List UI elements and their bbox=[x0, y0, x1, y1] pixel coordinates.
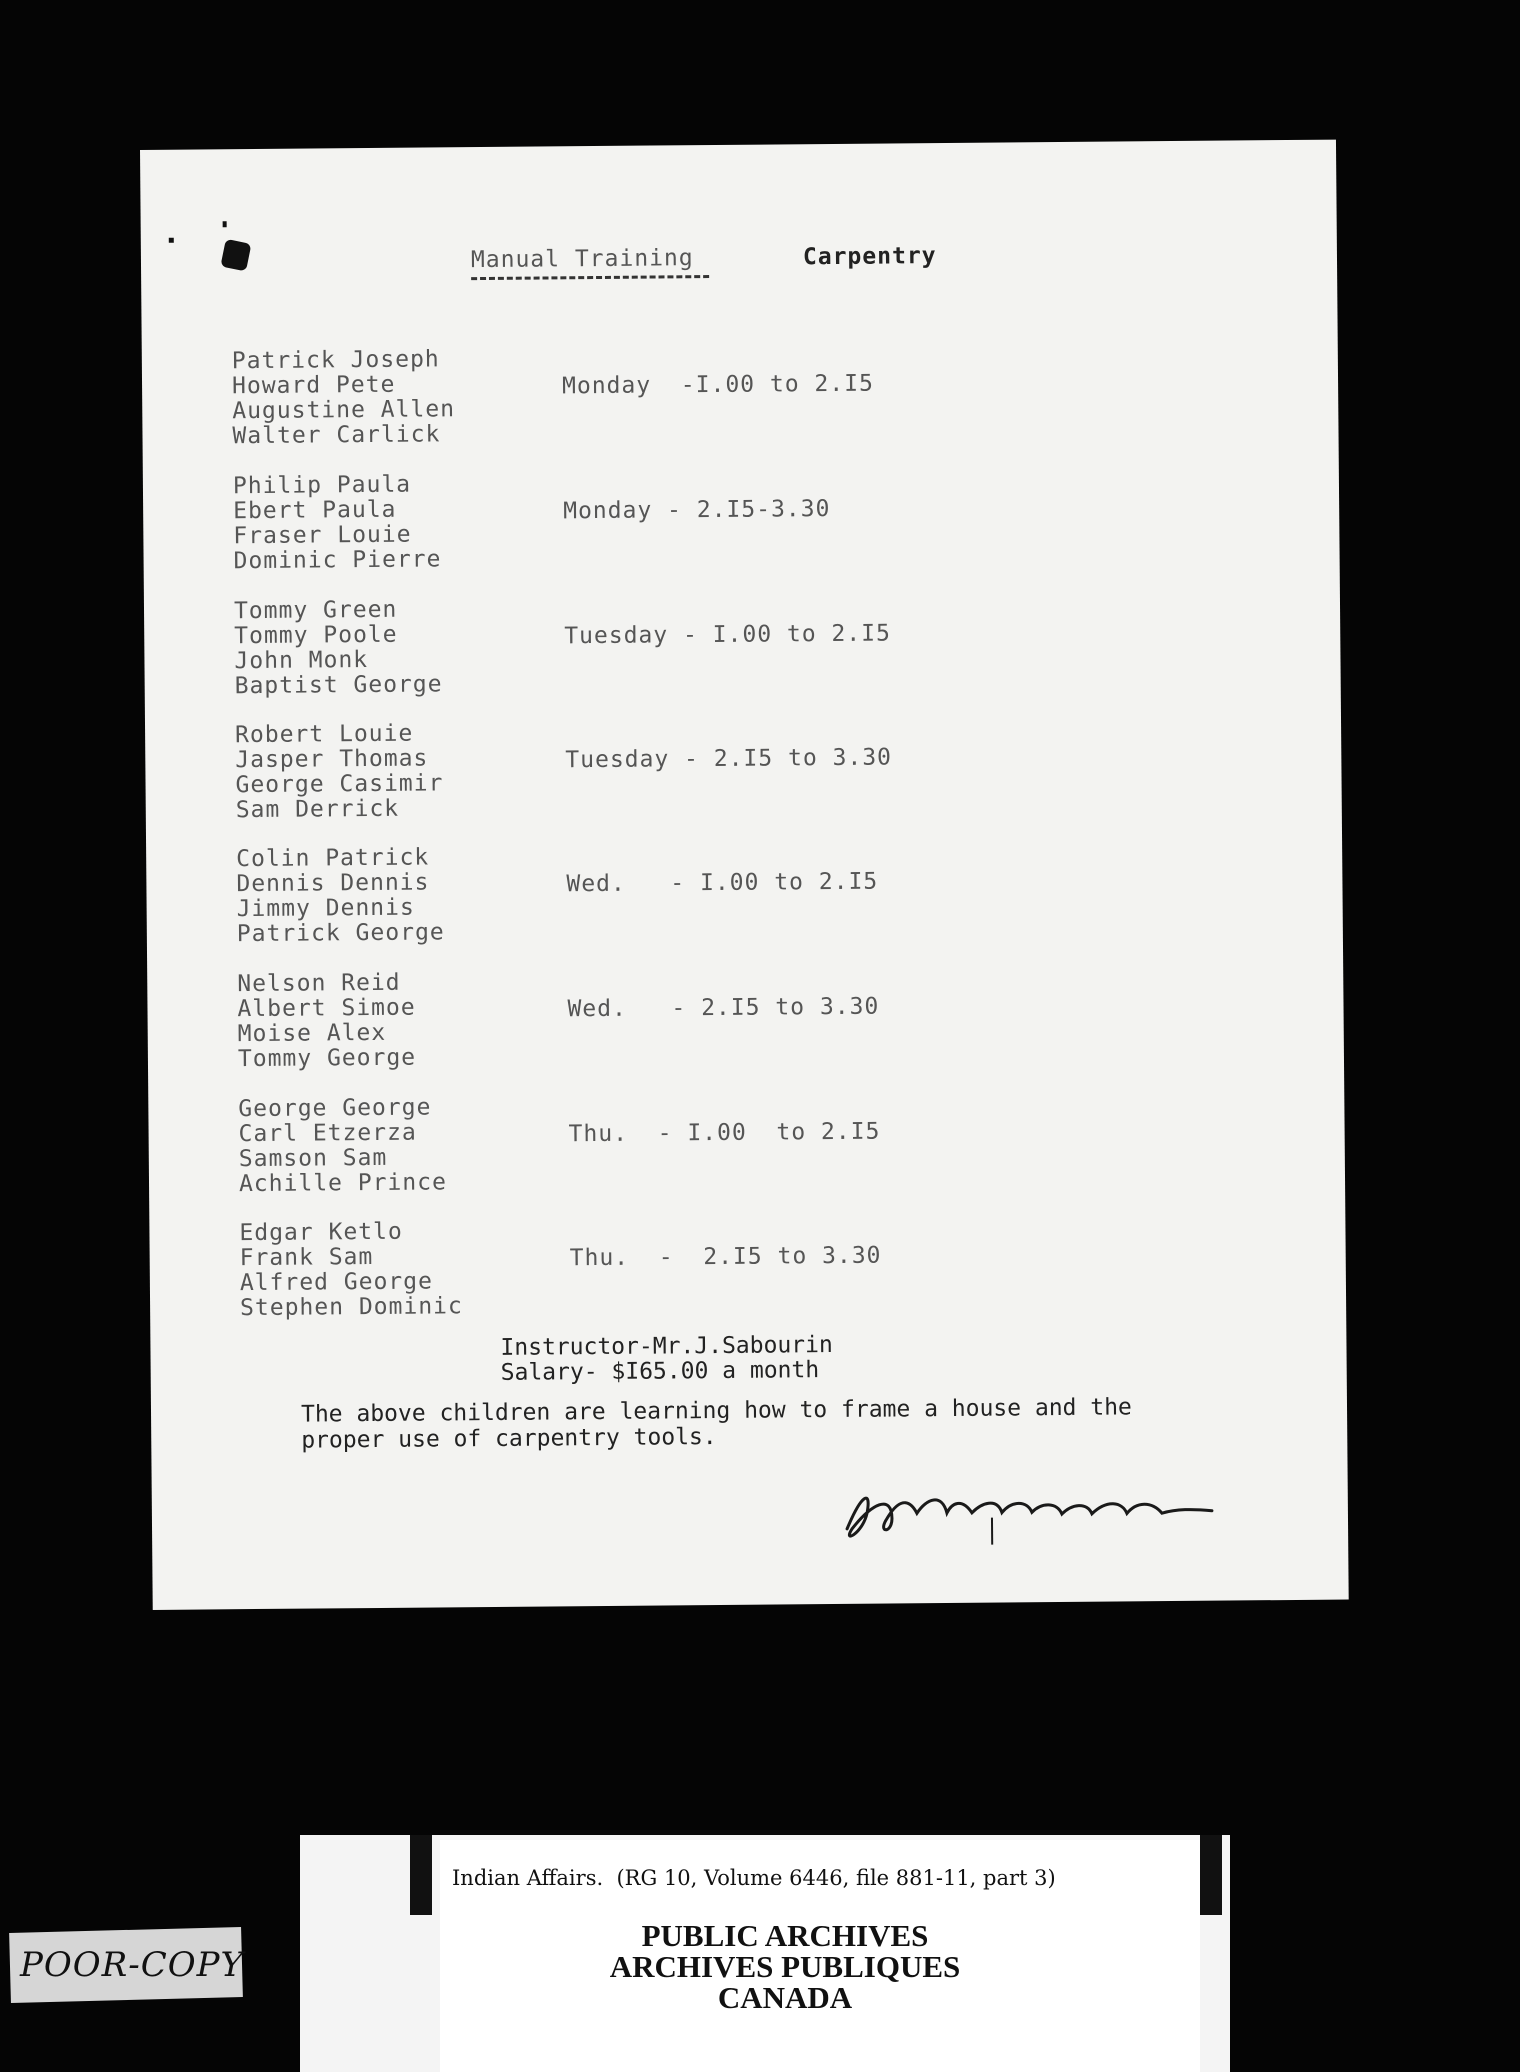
student-name: Edgar Ketlo bbox=[239, 1218, 403, 1247]
archive-reference: Indian Affairs. (RG 10, Volume 6446, file 881-11, part 3) bbox=[452, 1866, 1056, 1890]
student-name: Robert Louie bbox=[234, 720, 414, 749]
stamp-tab-right bbox=[1200, 1835, 1222, 1915]
speck-mark bbox=[169, 238, 174, 243]
note-text: The above children are learning how to frame a house and the proper use of carpentry tools. bbox=[300, 1394, 1132, 1454]
class-time: Wed. - I.00 to 2.I5 bbox=[566, 868, 879, 898]
class-time: Thu. - I.00 to 2.I5 bbox=[568, 1118, 881, 1148]
student-name: Howard Pete bbox=[231, 371, 396, 400]
student-name: Frank Sam bbox=[239, 1244, 374, 1272]
signature-image bbox=[832, 1470, 1273, 1554]
student-name: Jasper Thomas bbox=[235, 745, 429, 774]
class-time: Tuesday - I.00 to 2.I5 bbox=[564, 620, 892, 650]
student-group bbox=[235, 721, 444, 823]
heading-manual-training: Manual Training bbox=[470, 245, 694, 274]
student-name: Philip Paula bbox=[232, 471, 412, 500]
archive-name bbox=[560, 1920, 1010, 2013]
student-group bbox=[236, 845, 445, 947]
archive-line-2: ARCHIVES PUBLIQUES bbox=[609, 1949, 961, 1984]
student-name: Patrick George bbox=[236, 919, 445, 948]
class-time: Thu. - 2.I5 to 3.30 bbox=[569, 1242, 882, 1272]
student-name: Sam Derrick bbox=[235, 795, 400, 824]
student-name: Tommy George bbox=[237, 1044, 417, 1073]
student-group bbox=[237, 971, 416, 1073]
student-group bbox=[238, 1095, 447, 1197]
class-time: Wed. - 2.I5 to 3.30 bbox=[567, 993, 880, 1023]
student-name: Ebert Paula bbox=[233, 496, 397, 525]
student-name: Carl Etzerza bbox=[238, 1119, 417, 1148]
student-name: Walter Carlick bbox=[232, 421, 441, 450]
student-name: Tommy Poole bbox=[234, 621, 398, 650]
student-name: Nelson Reid bbox=[237, 969, 401, 998]
student-name: Colin Patrick bbox=[236, 844, 430, 873]
student-name: Jimmy Dennis bbox=[236, 894, 415, 923]
student-group bbox=[233, 472, 442, 574]
student-group bbox=[234, 597, 443, 699]
punch-mark bbox=[220, 239, 251, 272]
student-name: Fraser Louie bbox=[233, 521, 412, 550]
student-name: Dennis Dennis bbox=[236, 869, 430, 898]
heading-underline bbox=[471, 275, 709, 280]
archive-line-3: CANADA bbox=[717, 1980, 853, 2015]
class-time: Tuesday - 2.I5 to 3.30 bbox=[565, 744, 893, 774]
archive-line-1: PUBLIC ARCHIVES bbox=[641, 1918, 929, 1953]
class-time: Monday -I.00 to 2.I5 bbox=[561, 370, 874, 400]
student-group bbox=[232, 347, 456, 449]
student-name: Augustine Allen bbox=[232, 396, 456, 425]
student-name: Albert Simoe bbox=[237, 994, 416, 1023]
instructor-line: Instructor-Mr.J.Sabourin bbox=[500, 1332, 833, 1361]
class-time: Monday - 2.I5-3.30 bbox=[563, 495, 831, 525]
student-name: Achille Prince bbox=[238, 1169, 448, 1198]
document-page bbox=[140, 140, 1349, 1610]
student-name: George George bbox=[238, 1094, 432, 1123]
student-name: Stephen Dominic bbox=[239, 1293, 463, 1322]
heading-carpentry: Carpentry bbox=[802, 243, 937, 271]
stamp-tab-left bbox=[410, 1835, 432, 1915]
student-name: Moise Alex bbox=[237, 1019, 387, 1048]
student-group bbox=[239, 1219, 463, 1321]
student-name: George Casimir bbox=[235, 770, 444, 799]
student-name: Patrick Joseph bbox=[231, 346, 440, 375]
student-name: Samson Sam bbox=[238, 1144, 388, 1173]
poor-copy-label: POOR-COPY bbox=[20, 1945, 244, 1985]
student-name: Dominic Pierre bbox=[233, 546, 442, 575]
speck-mark bbox=[223, 221, 227, 227]
salary-line: Salary- $I65.00 a month bbox=[500, 1357, 820, 1386]
student-name: John Monk bbox=[234, 647, 369, 675]
student-name: Baptist George bbox=[234, 671, 443, 700]
student-name: Tommy Green bbox=[233, 596, 398, 625]
student-name: Alfred George bbox=[239, 1268, 434, 1297]
